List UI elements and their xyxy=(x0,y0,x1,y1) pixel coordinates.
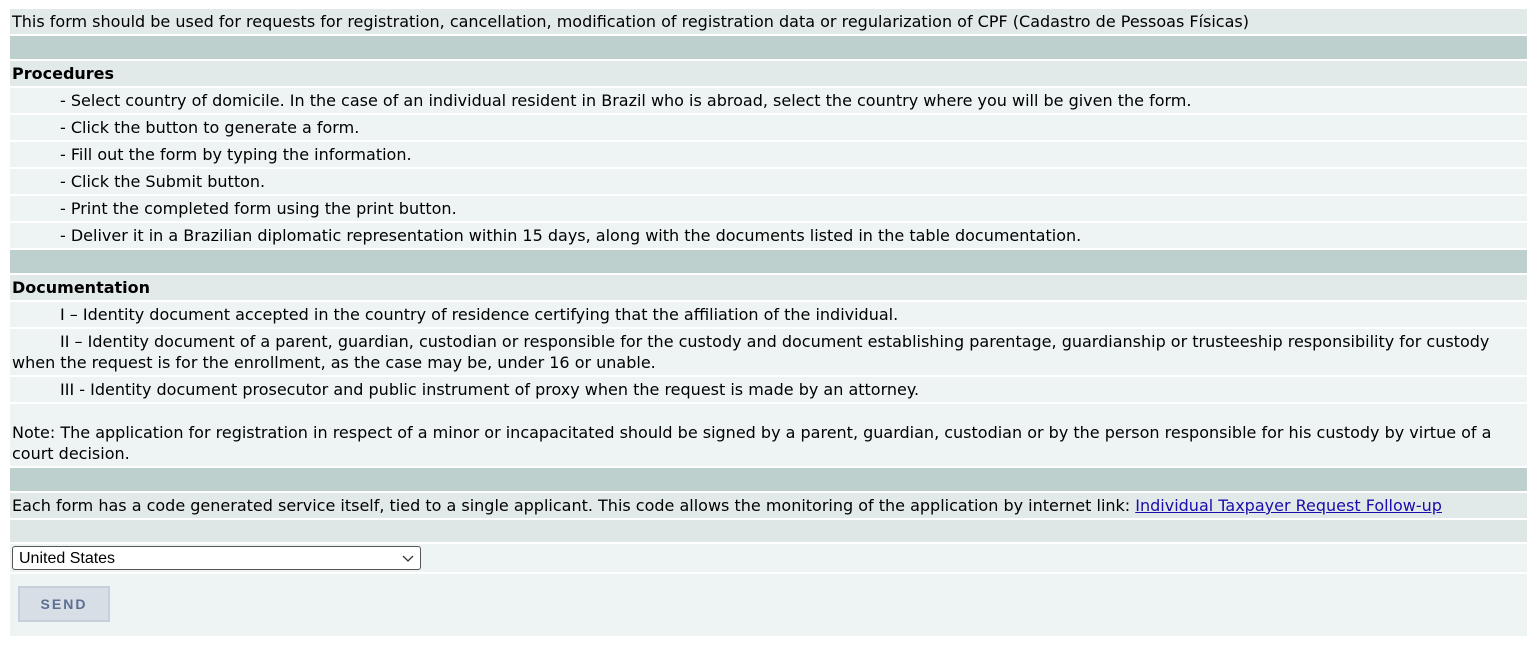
list-item xyxy=(10,302,1527,327)
item-text: - Select country of domicile. In the case of an individual resident in Brazil who is abroad, select the country where you will be given the form. xyxy=(60,91,1192,110)
list-item xyxy=(10,169,1527,194)
divider xyxy=(10,520,1527,542)
item-text: III - Identity document prosecutor and public instrument of proxy when the request is made by an attorney. xyxy=(60,380,920,399)
note-text: Note: The application for registration in respect of a minor or incapacitated should be signed by a parent, guardian, custodian or by the person responsible for his custody by virtue of a court decision. xyxy=(10,404,1527,466)
divider xyxy=(10,468,1527,491)
list-item xyxy=(10,196,1527,221)
item-text: I – Identity document accepted in the country of residence certifying that the affiliation of the individual. xyxy=(60,305,899,324)
intro-text: This form should be used for requests for registration, cancellation, modification of registration data or regularization of CPF (Cadastro de Pessoas Físicas) xyxy=(10,9,1527,34)
procedures-heading: Procedures xyxy=(12,64,115,83)
list-item xyxy=(10,88,1527,113)
list-item xyxy=(10,115,1527,140)
documentation-heading: Documentation xyxy=(12,278,151,297)
item-text: - Click the button to generate a form. xyxy=(60,118,360,137)
send-button[interactable]: SEND xyxy=(18,586,110,622)
cpf-form xyxy=(10,9,1527,636)
item-text: - Deliver it in a Brazilian diplomatic representation within 15 days, along with the documents listed in the table documentation. xyxy=(60,226,1082,245)
follow-up-link[interactable]: Individual Taxpayer Request Follow-up xyxy=(1135,496,1442,515)
item-text: - Print the completed form using the print button. xyxy=(60,199,457,218)
country-select[interactable] xyxy=(12,546,421,570)
item-text: II – Identity document of a parent, guardian, custodian or responsible for the custody and document establishing parentage, guardianship or trusteeship responsibility for custody when the request is for the enrollment, as the case may be, under 16 or unable. xyxy=(12,332,1490,372)
list-item xyxy=(10,329,1527,375)
country-select-value: United States xyxy=(19,549,116,567)
list-item xyxy=(10,377,1527,402)
divider xyxy=(10,36,1527,59)
divider xyxy=(10,250,1527,273)
code-text: Each form has a code generated service itself, tied to a single applicant. This code allows the monitoring of the application by internet link: xyxy=(12,496,1136,515)
list-item xyxy=(10,223,1527,248)
item-text: - Click the Submit button. xyxy=(60,172,266,191)
chevron-down-icon xyxy=(402,548,414,569)
item-text: - Fill out the form by typing the information. xyxy=(60,145,412,164)
list-item xyxy=(10,142,1527,167)
code-info xyxy=(10,493,1527,518)
